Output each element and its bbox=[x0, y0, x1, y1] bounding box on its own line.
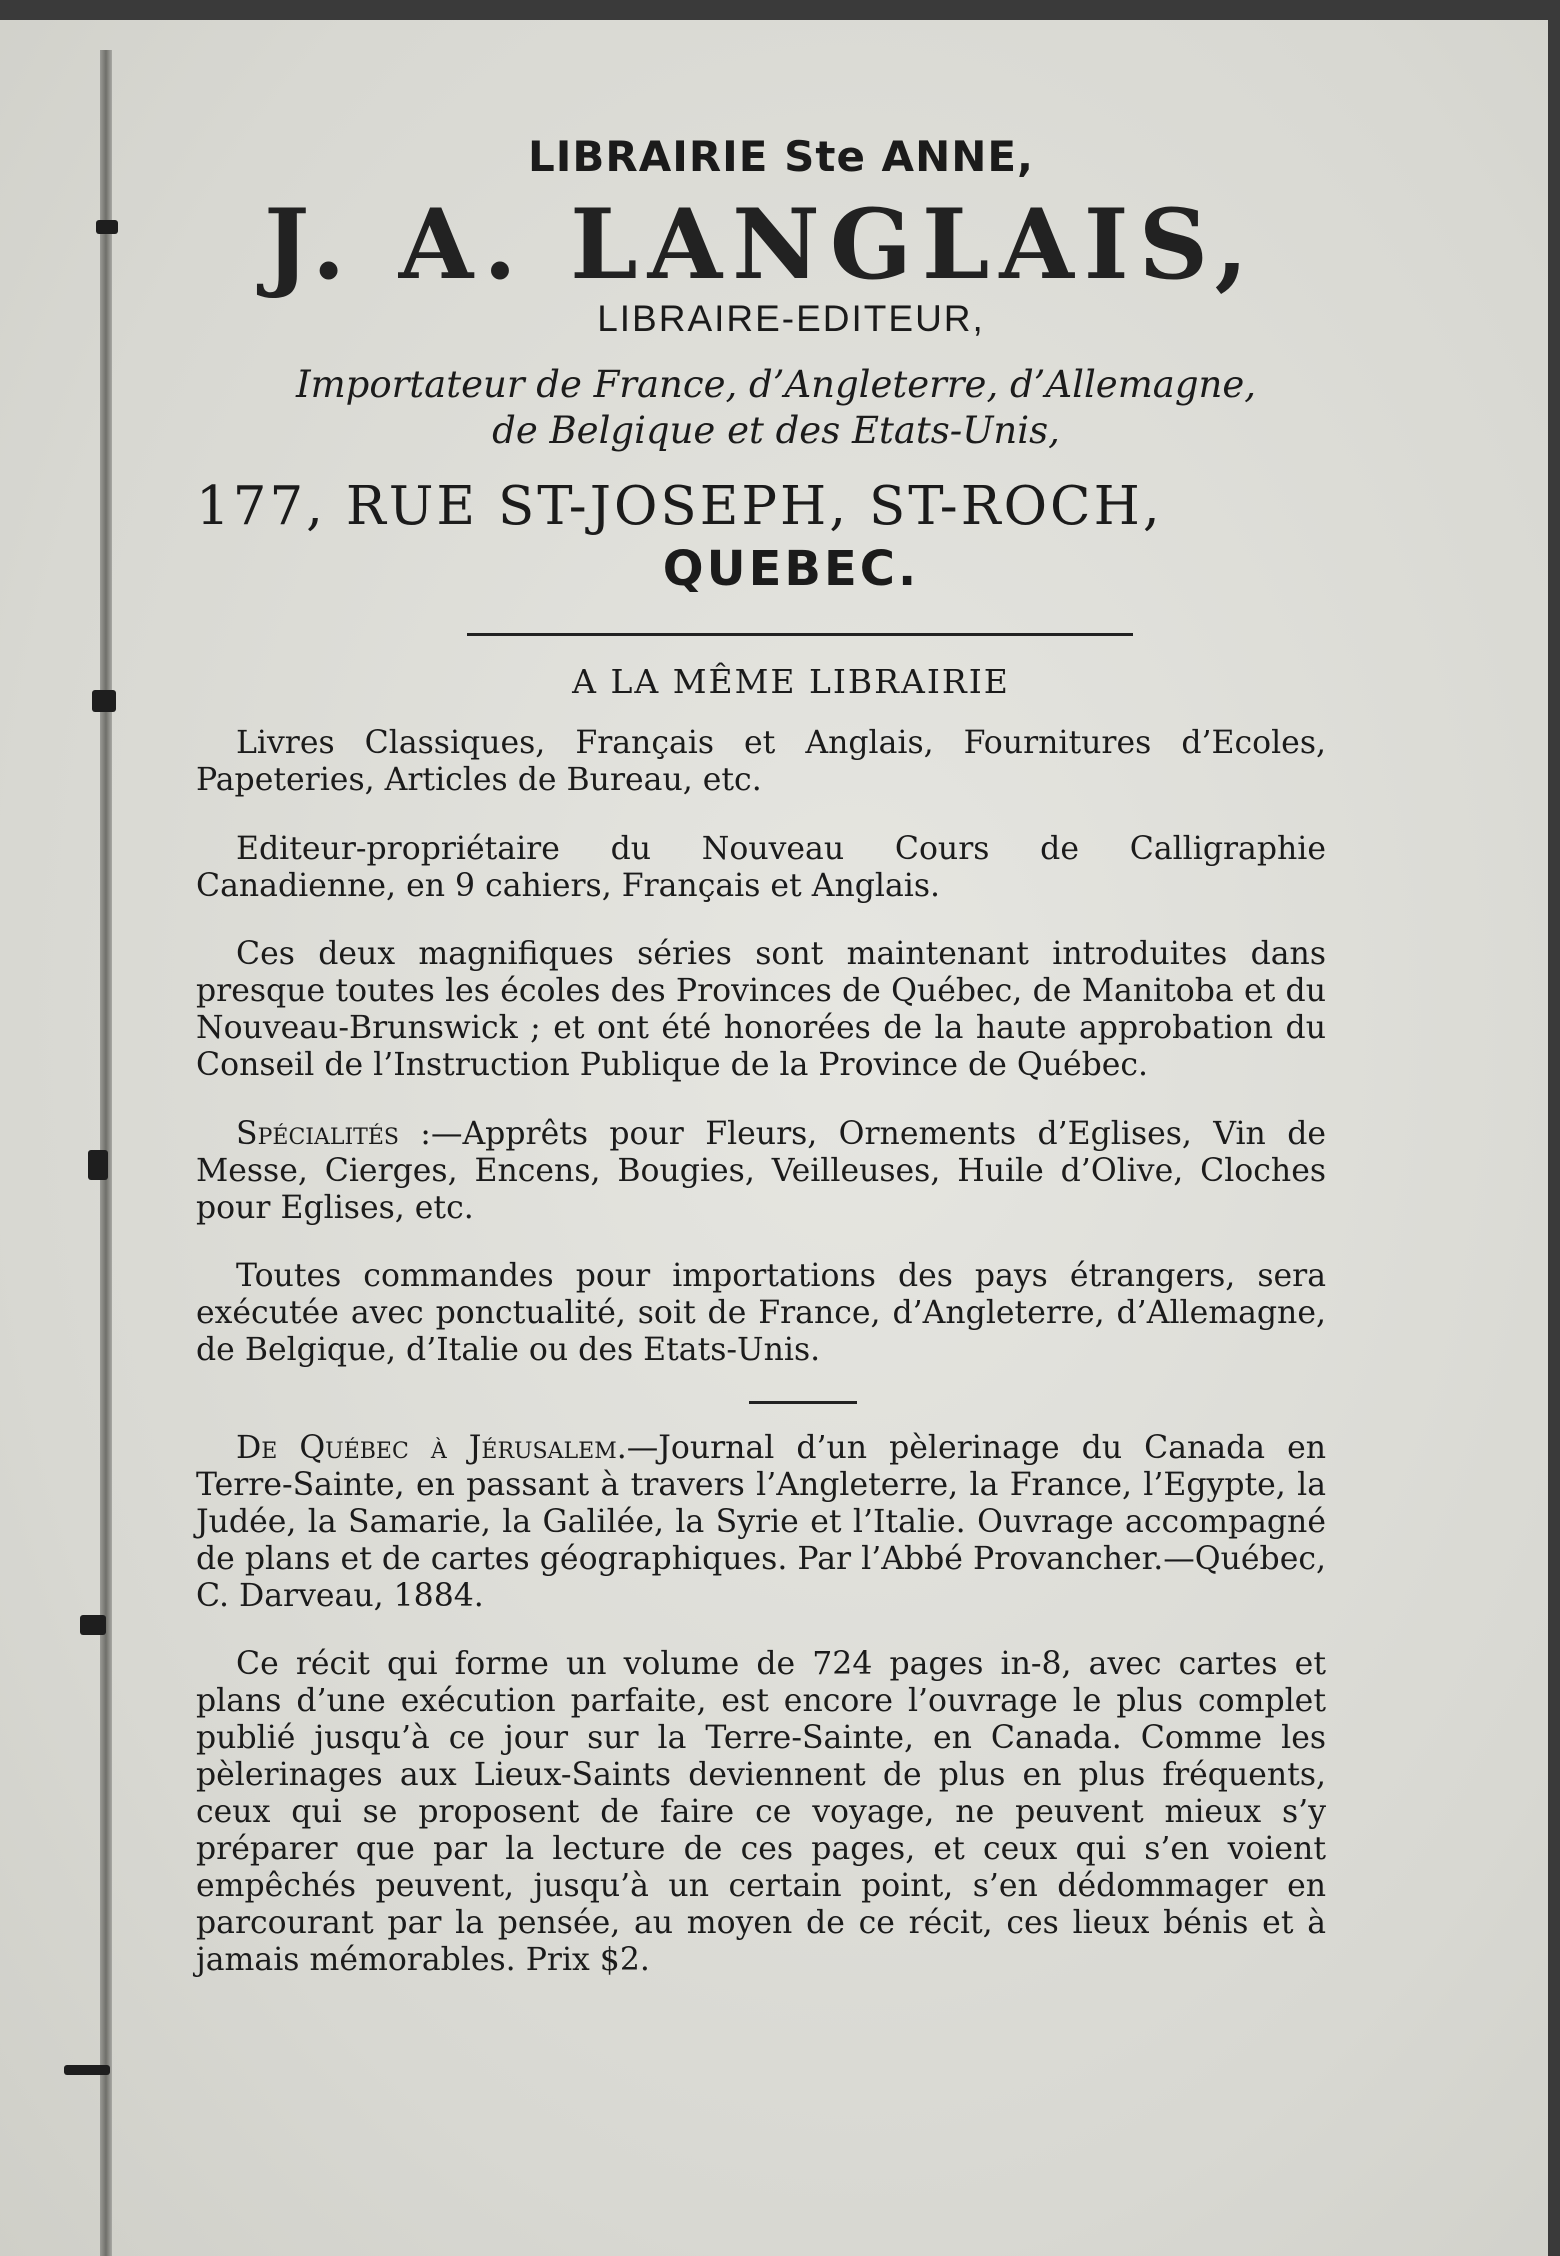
importer-line bbox=[226, 362, 1326, 455]
binding-stitch bbox=[96, 220, 118, 234]
binding-stitch bbox=[88, 1150, 108, 1180]
paragraph-calligraphy: Editeur-propriétaire du Nouveau Cours de Calligraphie Canadienne, en 9 cahiers, Français et Anglais. bbox=[196, 830, 1326, 904]
binding-stitch bbox=[80, 1615, 106, 1635]
paragraph-specialites bbox=[196, 1116, 1326, 1227]
specialites-text: —Apprêts pour Fleurs, Ornements d’Eglises, Vin de Messe, Cierges, Encens, Bougies, Veilleuses, Huile d’Olive, Cloches pour Eglises, etc. bbox=[196, 1115, 1327, 1226]
binding-stitch bbox=[64, 2065, 110, 2075]
divider-rule-short bbox=[749, 1401, 857, 1404]
owner-role: LIBRAIRE-EDITEUR, bbox=[597, 297, 985, 339]
importer-line-1: Importateur de France, d’Angleterre, d’Allemagne, bbox=[295, 362, 1257, 406]
city: QUEBEC. bbox=[662, 541, 920, 598]
street-address: 177, RUE ST-JOSEPH, ST-ROCH, bbox=[196, 476, 1163, 538]
paragraph-orders: Toutes commandes pour importations des pays étrangers, sera exécutée avec ponctualité, soit de France, d’Angleterre, d’Allemagne, de Belgique, d’Italie ou des Etats-Unis. bbox=[196, 1258, 1326, 1369]
printed-page bbox=[0, 20, 1548, 2256]
paragraph-series: Ces deux magnifiques séries sont maintenant introduites dans presque toutes les écoles des Provinces de Québec, de Manitoba et du Nouveau-Brunswick ; et ont été honorées de la haute approbation du Conseil de l’Instruction Publique de la Province de Québec. bbox=[196, 936, 1326, 1084]
shop-name: LIBRAIRIE Ste ANNE, bbox=[527, 132, 1035, 181]
binding-stitch bbox=[92, 690, 116, 712]
owner-name: J. A. LANGLAIS, bbox=[263, 188, 1259, 301]
paragraph-classics: Livres Classiques, Français et Anglais, Fournitures d’Ecoles, Papeteries, Articles de Bureau, etc. bbox=[196, 725, 1326, 799]
divider-rule bbox=[467, 633, 1133, 636]
specialites-label: Spécialités : bbox=[236, 1115, 431, 1152]
paragraph-review: Ce récit qui forme un volume de 724 pages in-8, avec cartes et plans d’une exécution parfaite, est encore l’ouvrage le plus complet publié jusqu’à ce jour sur la Terre-Sainte, en Canada. Comme les pèlerinages aux Lieux-Saints deviennent de plus en plus fréquents, ceux qui se proposent de faire ce voyage, ne peuvent mieux s’y préparer que par la lecture de ces pages, et ceux qui s’en voient empêchés peuvent, jusqu’à un certain point, s’en dédommager en parcourant par la pensée, au moyen de ce récit, ces lieux bénis et à jamais mémorables. Prix $2. bbox=[196, 1646, 1326, 1979]
book-description: —Journal d’un pèlerinage du Canada en Terre-Sainte, en passant à travers l’Angleterre, la France, l’Egypte, la Judée, la Samarie, la Galilée, la Syrie et l’Italie. Ouvrage accompagné de plans et de cartes géographiques. Par l’Abbé Provancher.—Québec, C. Darveau, 1884. bbox=[196, 1429, 1327, 1614]
importer-line-2: de Belgique et des Etats-Unis, bbox=[492, 409, 1060, 453]
section-heading: A LA MÊME LIBRAIRIE bbox=[572, 662, 1010, 702]
book-title: De Québec à Jérusalem. bbox=[236, 1429, 627, 1466]
page-content bbox=[196, 120, 1326, 2011]
paragraph-book bbox=[196, 1430, 1326, 1615]
